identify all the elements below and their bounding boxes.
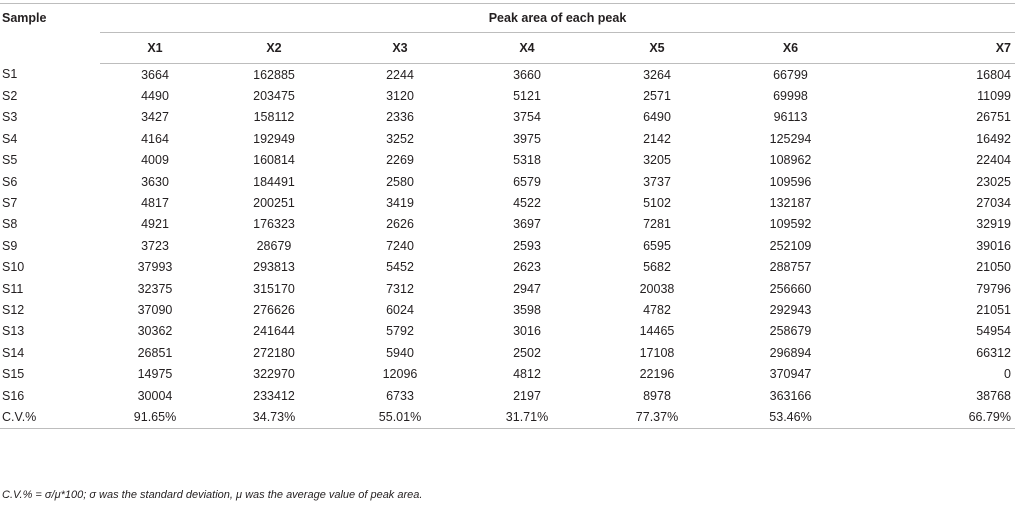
table-cell: 4817 [141, 196, 169, 211]
table-cell: 11099 [977, 89, 1011, 104]
table-row [0, 171, 1015, 192]
table-cell: 4009 [141, 153, 169, 168]
table-cell: 296894 [769, 345, 812, 360]
row-label: S4 [2, 131, 18, 146]
table-cell: 176323 [253, 217, 295, 232]
table-cell: 3205 [643, 153, 671, 168]
row-label: S14 [2, 345, 25, 360]
table-cell: 109596 [769, 174, 812, 189]
table-cell: 17108 [639, 345, 675, 360]
table-cell: 5452 [386, 260, 414, 275]
table-cell: 125294 [769, 131, 812, 146]
table-cell: 5682 [643, 260, 671, 275]
row-label: S12 [2, 302, 25, 317]
table-cell: 5318 [513, 153, 541, 168]
sample-header: Sample [0, 4, 100, 64]
table-row [0, 363, 1015, 384]
table-cell: 30362 [137, 324, 173, 339]
table-cell: 3737 [643, 174, 671, 189]
table-cell: 258679 [769, 324, 812, 339]
table-row [0, 192, 1015, 213]
table-cell: 5102 [643, 196, 671, 211]
table-cell: 3754 [513, 110, 541, 125]
table-cell: 252109 [769, 238, 812, 253]
table-cell: 5792 [386, 324, 414, 339]
table-cell: 4490 [141, 89, 169, 104]
table-cell: 4164 [141, 131, 169, 146]
table-cell: 3723 [141, 238, 169, 253]
table-cell: 2580 [386, 174, 414, 189]
column-header-x2: X2 [210, 33, 338, 64]
table-cell: 3664 [141, 67, 169, 82]
table-cell: 3427 [141, 110, 169, 125]
table-cell: 322970 [253, 367, 295, 382]
table-cell: 293813 [253, 260, 295, 275]
table-cell: 2626 [386, 217, 414, 232]
table-cell: 3120 [386, 89, 414, 104]
row-label: S13 [2, 324, 25, 339]
table-cell: 14465 [639, 324, 675, 339]
row-label: C.V.% [0, 406, 100, 428]
table-cell: 39016 [976, 238, 1011, 253]
table-cell: 21050 [976, 260, 1011, 275]
row-label: S15 [2, 367, 25, 382]
row-label: S7 [2, 196, 18, 211]
table-cell: 27034 [976, 196, 1011, 211]
table-cell: 66799 [773, 67, 808, 82]
table-cell: 4921 [141, 217, 169, 232]
column-header-x1: X1 [100, 33, 210, 64]
table-cell: 7281 [643, 217, 671, 232]
row-label: S9 [2, 238, 18, 253]
row-label: S10 [2, 260, 25, 275]
table-cell: 69998 [773, 89, 808, 104]
table-row [0, 150, 1015, 171]
table-cell: 12096 [382, 367, 418, 382]
peak-area-table [0, 3, 1015, 429]
table-row [0, 235, 1015, 256]
row-label: S16 [2, 388, 25, 403]
table-cell: 4522 [513, 196, 541, 211]
table-cell: 37993 [137, 260, 173, 275]
table-cell: 2593 [513, 238, 541, 253]
footnote: C.V.% = σ/μ*100; σ was the standard deviation, μ was the average value of peak area. [2, 489, 423, 501]
table-cell: 2269 [386, 153, 414, 168]
table-cell: 26751 [976, 110, 1011, 125]
table-cell: 32919 [976, 217, 1011, 232]
table-cell: 292943 [769, 302, 812, 317]
row-label: S11 [2, 281, 24, 296]
table-row [0, 299, 1015, 320]
table-cell: 315170 [253, 281, 295, 296]
table-cell: 79796 [976, 281, 1011, 296]
table-row [0, 107, 1015, 128]
table-cell: 160814 [253, 153, 295, 168]
table-cell: 203475 [253, 89, 295, 104]
table-cell: 2623 [513, 260, 541, 275]
table-cell: 23025 [976, 174, 1011, 189]
table-cell: 16804 [976, 67, 1011, 82]
table-cell: 5121 [513, 89, 541, 104]
group-header: Peak area of each peak [100, 4, 1015, 33]
row-label: S6 [2, 174, 18, 189]
table-cell: 4782 [643, 302, 671, 317]
table-row [0, 128, 1015, 149]
table-cell: 26851 [137, 345, 173, 360]
table-row [0, 342, 1015, 363]
table-cell: 14975 [137, 367, 173, 382]
table-row [0, 64, 1015, 86]
row-label: S5 [2, 153, 18, 168]
table-cell: 4812 [513, 367, 541, 382]
table-cell: 20038 [639, 281, 675, 296]
table-row [0, 214, 1015, 235]
table-cell: 2142 [643, 131, 671, 146]
table-cell: 288757 [769, 260, 812, 275]
table-cell: 3419 [386, 196, 414, 211]
table-cell: 66.79% [859, 406, 1015, 428]
table-cell: 3660 [513, 67, 541, 82]
table-cell: 109592 [769, 217, 812, 232]
table-cell: 31.71% [462, 406, 592, 428]
table-cell: 34.73% [210, 406, 338, 428]
table-cell: 2244 [386, 67, 414, 82]
table-cell: 6733 [386, 388, 414, 403]
table-cell: 21051 [976, 302, 1011, 317]
table-row [0, 321, 1015, 342]
table-row [0, 257, 1015, 278]
table-cell: 7240 [386, 238, 414, 253]
table-cell: 22404 [976, 153, 1011, 168]
table-cell: 37090 [137, 302, 173, 317]
table-cell: 53.46% [722, 406, 859, 428]
table-cell: 6579 [513, 174, 541, 189]
table-cell: 6595 [643, 238, 671, 253]
table-cell: 2947 [513, 281, 541, 296]
table-cell: 96113 [773, 110, 808, 125]
table-cell: 22196 [639, 367, 675, 382]
table-cell: 158112 [253, 110, 295, 125]
column-header-x3: X3 [338, 33, 462, 64]
table-cell: 8978 [643, 388, 671, 403]
table-cell: 2336 [386, 110, 414, 125]
table-cell: 276626 [253, 302, 295, 317]
table-cell: 3264 [643, 67, 671, 82]
table-cell: 66312 [976, 345, 1011, 360]
table-cell: 5940 [386, 345, 414, 360]
table-cell: 91.65% [100, 406, 210, 428]
table-cell: 3598 [513, 302, 541, 317]
table-cell: 272180 [253, 345, 295, 360]
column-header-x6: X6 [722, 33, 859, 64]
table-cell: 55.01% [338, 406, 462, 428]
table-cell: 77.37% [592, 406, 722, 428]
row-label: S3 [2, 110, 18, 125]
table-cell: 132187 [769, 196, 812, 211]
table-cell: 3016 [513, 324, 541, 339]
table-cell: 2197 [513, 388, 541, 403]
table-cell: 370947 [769, 367, 812, 382]
column-header-x4: X4 [462, 33, 592, 64]
table-cell: 192949 [253, 131, 295, 146]
table-cell: 6490 [643, 110, 671, 125]
table-cell: 2571 [643, 89, 671, 104]
column-header-x7: X7 [859, 33, 1015, 64]
row-label: S1 [2, 67, 18, 82]
table-cell: 30004 [137, 388, 173, 403]
table-cell: 28679 [256, 238, 292, 253]
table-cell: 16492 [976, 131, 1011, 146]
table-body [0, 64, 1015, 429]
table-cell: 3697 [513, 217, 541, 232]
table-cell: 233412 [253, 388, 295, 403]
table-cell: 3630 [141, 174, 169, 189]
table-cell: 3252 [386, 131, 414, 146]
column-header-x5: X5 [592, 33, 722, 64]
table-cell: 54954 [976, 324, 1011, 339]
table-cell: 256660 [769, 281, 812, 296]
table-cell: 7312 [386, 281, 414, 296]
table-cell: 162885 [253, 67, 295, 82]
table-cell: 32375 [137, 281, 173, 296]
table-row [0, 385, 1015, 406]
table-row [0, 85, 1015, 106]
table-cell: 0 [1004, 367, 1011, 382]
table-cell: 108962 [769, 153, 812, 168]
table-cell: 6024 [386, 302, 414, 317]
table-cell: 363166 [769, 388, 812, 403]
column-header-row [0, 33, 1015, 64]
row-label: S2 [2, 89, 18, 104]
table-cell: 241644 [253, 324, 295, 339]
table-row [0, 278, 1015, 299]
row-label: S8 [2, 217, 18, 232]
table-cell: 3975 [513, 131, 541, 146]
table-cell: 200251 [253, 196, 295, 211]
table-row [0, 406, 1015, 428]
table-cell: 38768 [976, 388, 1011, 403]
table-cell: 2502 [513, 345, 541, 360]
table-cell: 184491 [253, 174, 295, 189]
